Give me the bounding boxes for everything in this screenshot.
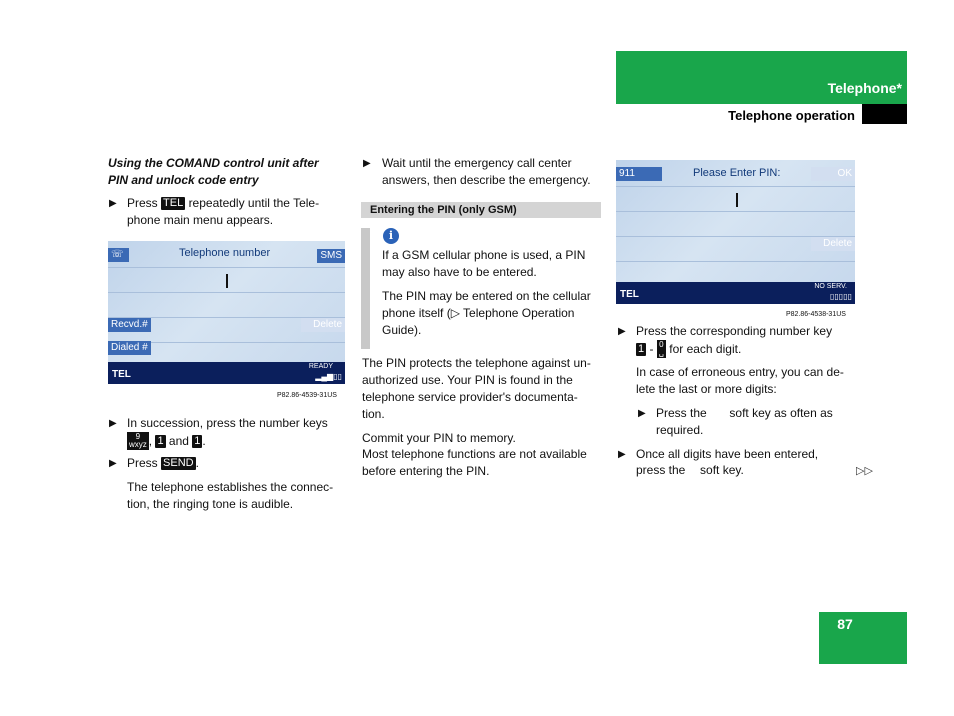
key-1-icon: 1 (157, 435, 164, 447)
delete-softkey: Delete (811, 237, 855, 251)
col2-para2-line2: Most telephone functions are not available (362, 447, 587, 461)
info-p1-line2: may also have to be entered. (382, 265, 537, 279)
text-rest: repeatedly until the Tele- (188, 196, 320, 210)
number-field: 911 (616, 167, 662, 181)
col2-para2-line1: Commit your PIN to memory. (362, 431, 516, 445)
text-dash: - (649, 342, 654, 356)
info-p2-line1: The PIN may be entered on the cellular (382, 289, 591, 303)
key-9-icon: 9 wxyz (129, 432, 147, 449)
text-cursor (226, 274, 228, 288)
col1-para1-line2: tion, the ringing tone is audible. (127, 497, 294, 511)
screen2-title: Please Enter PIN: (693, 167, 781, 179)
info-box-rule (361, 228, 370, 349)
text-cursor (736, 193, 738, 207)
info-p2-line3: Guide). (382, 323, 422, 337)
bullet-arrow-icon: ▶ (638, 408, 646, 419)
header-black-tab (862, 104, 907, 124)
col1-bullet2-line1: In succession, press the number keys (127, 416, 328, 430)
key-1-icon: 1 (194, 435, 201, 447)
info-icon: i (383, 228, 399, 244)
tel-key-icon: TEL (163, 197, 184, 209)
col1-bullet3: Press SEND . (127, 456, 199, 470)
key-0-icon: 0 ␣ (658, 340, 664, 357)
col3-subbullet-line2: required. (656, 423, 704, 437)
text-press: press the (636, 463, 686, 477)
col1-heading-line1: Using the COMAND control unit after (108, 156, 319, 170)
text-press: Press (127, 456, 158, 470)
text-press: Press the (656, 406, 707, 420)
dialed-softkey: Dialed # (108, 341, 151, 355)
col2-para1-line3: telephone service provider's documenta- (362, 390, 578, 404)
info-p1-line1: If a GSM cellular phone is used, a PIN (382, 248, 586, 262)
col1-bullet1-line1 (127, 195, 319, 212)
text-rest: soft key as often as (729, 406, 833, 420)
bullet-arrow-icon: ▶ (618, 326, 626, 337)
ok-softkey: OK (811, 167, 855, 181)
col1-para1-line1: The telephone establishes the connec- (127, 480, 334, 494)
col2-para1-line2: authorized use. Your PIN is found in the (362, 373, 573, 387)
send-key-icon: SEND (163, 457, 194, 469)
tel-label: TEL (112, 369, 131, 380)
col3-subbullet-line1 (656, 405, 833, 422)
pin-entry-screen (616, 160, 855, 304)
col2-bullet1-line2: answers, then describe the emergency. (382, 173, 591, 187)
figure2-caption: P82.86-4538-31US (786, 311, 846, 318)
bullet-arrow-icon: ▶ (618, 449, 626, 460)
col3-bullet2-line1: Once all digits have been entered, (636, 447, 819, 461)
recvd-softkey: Recvd.# (108, 318, 151, 332)
col2-para1-line4: tion. (362, 407, 385, 421)
delete-softkey: Delete (301, 318, 345, 332)
bullet-arrow-icon: ▶ (109, 418, 117, 429)
sms-softkey: SMS (317, 249, 345, 263)
col3-para1-line2: lete the last or more digits: (636, 382, 777, 396)
tel-label: TEL (620, 289, 639, 300)
col2-para2-line3: before entering the PIN. (362, 464, 490, 478)
signal-strength-icon: ▂▄▆▯▯ (315, 372, 342, 381)
chapter-title: Telephone* (827, 80, 902, 96)
col3-bullet2-line2 (636, 462, 744, 479)
bullet-arrow-icon: ▶ (109, 458, 117, 469)
text-press: Press (127, 196, 158, 210)
section-title: Telephone operation (728, 108, 855, 123)
col1-heading-line2: PIN and unlock code entry (108, 173, 259, 187)
col1-bullet1-line2: phone main menu appears. (127, 213, 274, 227)
info-p2-line2: phone itself (▷ Telephone Operation (382, 306, 575, 320)
bullet-arrow-icon: ▶ (109, 198, 117, 209)
text-rest: for each digit. (669, 342, 742, 356)
signal-strength-icon: ▯▯▯▯▯ (829, 292, 852, 301)
text-and: and (168, 434, 189, 448)
col1-bullet2-line2: 9 wxyz , 1 and 1 . (129, 432, 206, 449)
key-1-icon: 1 (638, 343, 645, 355)
continue-arrows-icon: ▷▷ (856, 465, 873, 477)
phone-book-icon: ☏ (108, 248, 129, 262)
col2-para1-line1: The PIN protects the telephone against un- (362, 356, 591, 370)
section-bar-entering-pin: Entering the PIN (only GSM) (361, 202, 601, 218)
figure1-caption: P82.86-4539-31US (277, 392, 337, 399)
col2-bullet1-line1: Wait until the emergency call center (382, 156, 572, 170)
header-green-band (616, 51, 907, 104)
col3-bullet1-line2 (636, 340, 741, 358)
telephone-main-menu-screen (108, 241, 345, 384)
text-rest: soft key. (700, 463, 744, 477)
bullet-arrow-icon: ▶ (363, 158, 371, 169)
no-service-status: NO SERV. (814, 283, 847, 290)
page-number: 87 (837, 616, 853, 632)
ready-status: READY (308, 363, 333, 370)
screen1-title: Telephone number (179, 247, 271, 259)
col3-bullet1-line1: Press the corresponding number key (636, 324, 833, 338)
col3-para1-line1: In case of erroneous entry, you can de- (636, 365, 844, 379)
